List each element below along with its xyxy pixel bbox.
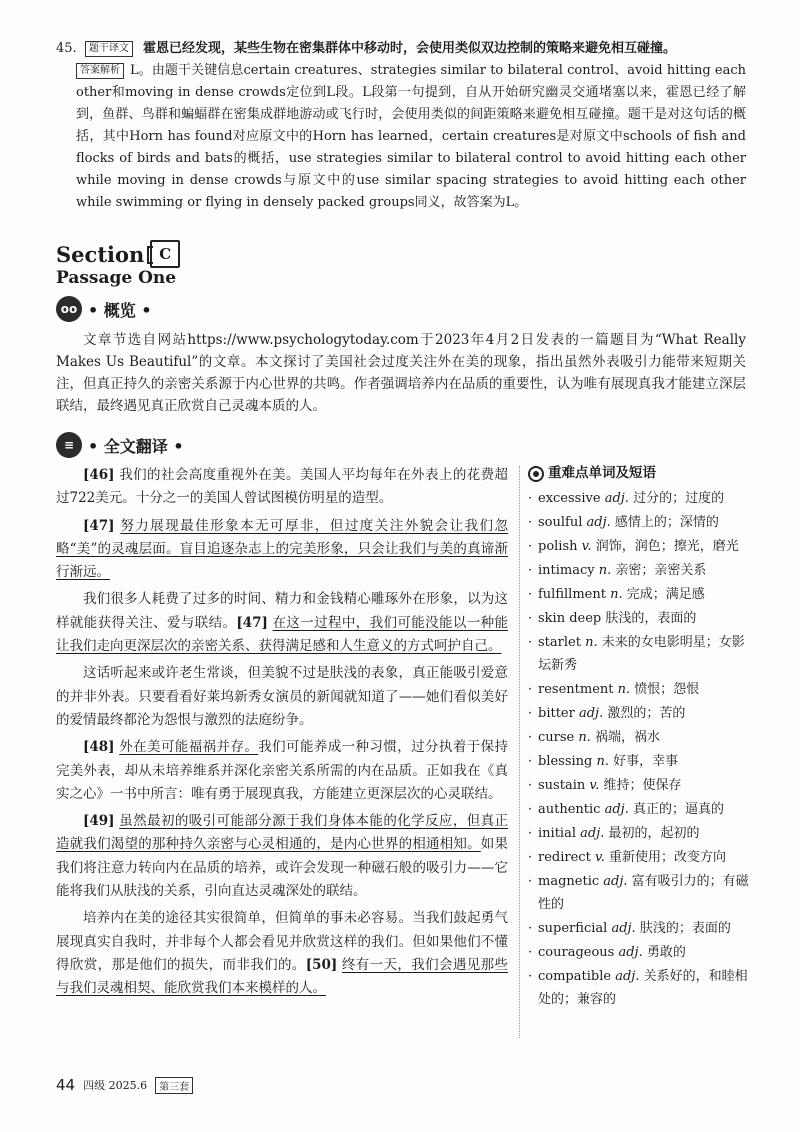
vocab-meaning: 亲密；亲密关系 <box>615 563 707 578</box>
vocab-item <box>528 535 754 558</box>
vocab-panel <box>528 462 754 1012</box>
question-translation: 霍恩已经发现，某些生物在密集群体中移动时，会使用类似双边控制的策略来避免相互碰撞。 <box>142 41 676 56</box>
vocab-meaning: 维持；使保存 <box>603 778 682 793</box>
vocab-word: blessing <box>538 754 593 769</box>
vocab-pos: adj. <box>615 969 640 984</box>
paragraph-label: [48] <box>83 739 115 756</box>
vocab-meaning: 富有吸引力的；有磁性的 <box>538 874 749 912</box>
vocab-meaning: 肤浅的；表面的 <box>639 921 731 936</box>
paragraph-plain <box>56 662 508 732</box>
paragraph-label: [47] <box>83 517 115 534</box>
vocab-meaning: 未来的女电影明星；女影坛新秀 <box>538 635 745 673</box>
vocab-meaning: 激烈的；苦的 <box>607 706 686 721</box>
paragraph-text: 培养内在美的途径其实很简单，但简单的事未必容易。当我们鼓起勇气展现真实自我时，并非每个人都会看见并欣赏这样的我们。但如果他们不懂得欣赏，那是他们的损失，而非我们的。 <box>56 910 508 973</box>
vocab-item <box>528 798 754 821</box>
vocab-word: bitter <box>538 706 575 721</box>
vocab-word: polish <box>538 539 578 554</box>
vocab-pos: n. <box>617 682 631 697</box>
target-icon <box>528 466 544 482</box>
vocab-item <box>528 750 754 773</box>
vocab-pos: n. <box>598 563 612 578</box>
vocab-pos: v. <box>594 850 605 865</box>
vocab-meaning: 真正的；逼真的 <box>632 802 724 817</box>
underlined-sentence: 终有一天，我们会遇见那些与我们灵魂相契、能欣赏我们本来模样的人。 <box>56 956 509 997</box>
underlined-sentence: 在这一过程中，我们可能没能以一种能让我们走向更深层次的亲密关系、获得满足感和人生意义的方式呵护自己。 <box>56 614 509 655</box>
paragraph-text: 这话听起来或许老生常谈，但美貌不过是肤浅的表象，真正能吸引爱意的并非外表。只要看看好莱坞新秀女演员的新闻就知道了——她们看似美好的爱情最终都沦为怨恨与激烈的法庭纷争。 <box>56 665 508 728</box>
vocab-item <box>528 965 754 1011</box>
paragraph-46 <box>56 464 508 511</box>
vocab-item <box>528 846 754 869</box>
vocab-item <box>528 870 754 916</box>
vocab-item <box>528 511 754 534</box>
overview-heading <box>56 296 152 322</box>
vocab-meaning: 最初的，起初的 <box>608 826 700 841</box>
paragraph-label: [49] <box>83 813 115 830</box>
vocab-word: curse <box>538 730 575 745</box>
vocab-pos: n. <box>585 635 598 650</box>
overview-heading-text: • 概览 • <box>88 300 152 320</box>
vocab-meaning: 好事，幸事 <box>613 754 679 769</box>
vocab-word: fulfillment <box>538 587 606 602</box>
vocab-word: initial <box>538 826 576 841</box>
vocab-meaning: 完成；满足感 <box>626 587 705 602</box>
vocab-item <box>528 774 754 797</box>
vocab-word: resentment <box>538 682 614 697</box>
vocab-item <box>528 607 754 630</box>
question-45-stem <box>56 38 746 60</box>
vocab-word: magnetic <box>538 874 600 889</box>
underlined-sentence: 虽然最初的吸引可能部分源于我们身体本能的化学反应，但真正造就我们渴望的那种持久亲密与心灵相通的，是内心世界的相通相知。 <box>56 813 509 853</box>
page-footer <box>56 1076 193 1094</box>
vocab-meaning: 勇敢的 <box>646 945 686 960</box>
paragraph-text: 我们可能养成一种习惯，过分执着于保持完美外表，却从未培养维系并深化亲密关系所需的内在品质。正如我在《真实之心》一书中所言：唯有勇于展现真我，方能建立更深层次的心灵联结。 <box>56 739 509 802</box>
vocab-meaning: 肤浅的，表面的 <box>605 611 697 626</box>
vocab-title-text: 重难点单词及短语 <box>548 465 656 481</box>
analysis-tag: 答案解析 <box>76 63 124 79</box>
vocab-item <box>528 702 754 725</box>
paragraph-47b <box>56 588 508 658</box>
edition-badge: 第三套 <box>155 1077 193 1094</box>
vocab-word: authentic <box>538 802 601 817</box>
vocab-meaning: 过分的；过度的 <box>633 491 725 506</box>
vocab-title <box>528 462 754 485</box>
vocab-word: excessive <box>538 491 601 506</box>
vocab-meaning: 感情上的；深情的 <box>614 515 719 530</box>
vocab-item <box>528 678 754 701</box>
vocab-pos: adj. <box>604 491 629 506</box>
vocab-word: superficial <box>538 921 608 936</box>
question-number: 45. <box>56 41 77 56</box>
vocab-pos: n. <box>596 754 610 769</box>
vocab-word: intimacy <box>538 563 595 578</box>
vocab-meaning: 祸端，祸水 <box>595 730 661 745</box>
translation-body <box>56 464 508 1005</box>
vocab-item <box>528 726 754 749</box>
vocab-pos: adj. <box>586 515 611 530</box>
vocab-item <box>528 583 754 606</box>
vocab-word: skin deep <box>538 611 602 626</box>
paragraph-label: [50] <box>305 956 338 973</box>
paragraph-48 <box>56 736 508 806</box>
vocab-pos: adj. <box>578 706 604 721</box>
vocab-pos: n. <box>610 587 623 602</box>
vocab-list <box>528 487 754 1011</box>
vocab-pos: v. <box>581 539 592 554</box>
vocab-item <box>528 559 754 582</box>
translation-tag: 题干译文 <box>85 41 133 57</box>
answer-analysis <box>76 60 746 214</box>
vocab-pos: adj. <box>580 826 605 841</box>
page-number: 44 <box>56 1076 76 1094</box>
section-letter-badge: C <box>150 240 180 268</box>
underlined-sentence: 外在美可能福祸并存。 <box>119 739 259 756</box>
vocab-item <box>528 941 754 964</box>
paragraph-text: 我们很多人耗费了过多的时间、精力和金钱精心雕琢外在形象，以为这样就能获得关注、爱与联结。 <box>56 591 508 631</box>
paragraph-label: [47] <box>236 614 268 631</box>
paragraph-label: [46] <box>83 467 115 483</box>
list-icon: ≡ <box>56 432 82 458</box>
column-divider <box>519 466 520 1038</box>
vocab-item <box>528 917 754 940</box>
vocab-meaning: 关系好的，和睦相处的；兼容的 <box>538 969 748 1007</box>
vocab-meaning: 重新使用；改变方向 <box>609 850 727 865</box>
vocab-item <box>528 487 754 510</box>
overview-text: 文章节选自网站https://www.psychologytoday.com于2023年4月2日发表的一篇题目为“What Really Makes Us Beautiful”的文章。本文探讨了美国社会过度关注外在美的现象，指出虽然外表吸引力能带来短期关注，但真正持久的亲密关系源于内心世界的共鸣。作者强调培养内在品质的重要性，认为唯有展现真我才能建立深层联结，最终遇见真正欣赏自己灵魂本质的人。 <box>56 332 746 414</box>
vocab-word: redirect <box>538 850 591 865</box>
vocab-item <box>528 631 754 677</box>
translation-heading-text: • 全文翻译 • <box>88 436 184 456</box>
vocab-word: starlet <box>538 635 581 650</box>
glasses-icon: oo <box>56 296 82 322</box>
vocab-pos: adj. <box>611 921 636 936</box>
vocab-pos: adj. <box>618 945 643 960</box>
paragraph-50 <box>56 907 508 1000</box>
vocab-meaning: 润饰，润色；擦光，磨光 <box>595 539 739 554</box>
vocab-pos: adj. <box>603 874 628 889</box>
vocab-pos: v. <box>589 778 600 793</box>
section-label: Section <box>56 241 145 267</box>
vocab-word: sustain <box>538 778 586 793</box>
paragraph-text: 我们的社会高度重视外在美。美国人平均每年在外表上的花费超过722美元。十分之一的美国人曾试图模仿明星的造型。 <box>56 467 509 507</box>
underlined-sentence: 努力展现最佳形象本无可厚非，但过度关注外貌会让我们忽略“美”的灵魂层面。盲目追逐杂志上的完美形象，只会让我们与美的真谛渐行渐远。 <box>56 517 509 581</box>
vocab-word: compatible <box>538 969 612 984</box>
vocab-pos: n. <box>578 730 591 745</box>
section-title <box>56 240 180 268</box>
passage-title: Passage One <box>56 268 177 288</box>
analysis-text: L。由题干关键信息certain creatures、strategies similar to bilateral control、avoid hitting each other和moving in dense crowds定位到L段。L段第一句提到，自从开始研究幽灵交通堵塞以来，霍恩已经了解到，鱼群、鸟群和蝙蝠群在密集成群地游动或飞行时，会使用类似的间距策略来避免相互碰撞。题干是对这句话的概括，其中Horn has found对应原文中的Horn has learned，certain creatures是对原文中schools of fish and flocks of birds and bats的概括，use strategies similar to bilateral control to avoid hitting each other while moving in dense crowds与原文中的use similar spacing strategies to avoid hitting each other while swimming or flying in densely packed groups同义，故答案为L。 <box>76 63 746 210</box>
paragraph-text: 如果我们将注意力转向内在品质的培养，或许会发现一种磁石般的吸引力——它能将我们从肤浅的关系，引向直达灵魂深处的联结。 <box>56 836 508 900</box>
vocab-word: courageous <box>538 945 615 960</box>
question-45 <box>56 38 746 214</box>
vocab-word: soulful <box>538 515 583 530</box>
translation-heading <box>56 432 184 458</box>
paragraph-49 <box>56 810 508 903</box>
paragraph-47a <box>56 515 508 585</box>
magazine-issue: 四级 2025.6 <box>83 1079 148 1092</box>
vocab-pos: adj. <box>604 802 629 817</box>
vocab-item <box>528 822 754 845</box>
vocab-meaning: 愤恨；怨恨 <box>634 682 700 697</box>
